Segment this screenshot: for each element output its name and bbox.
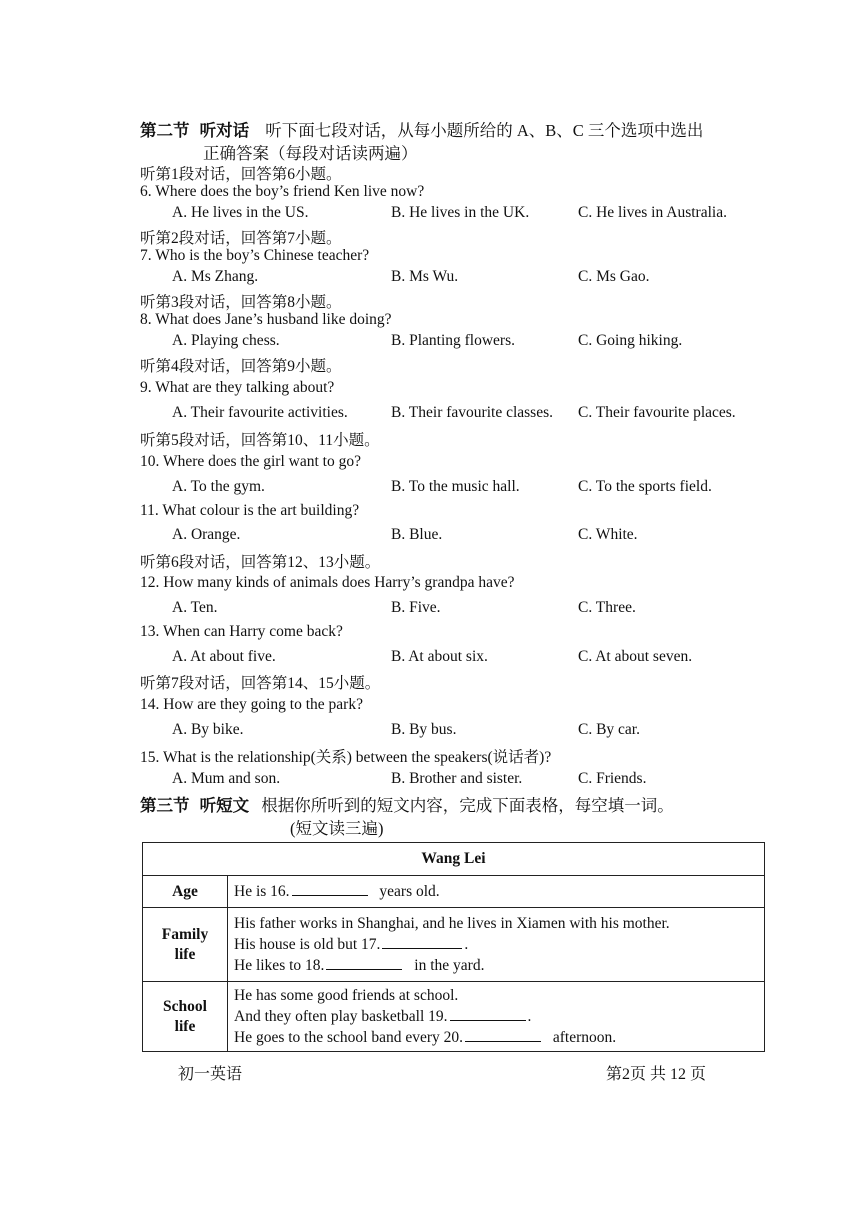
family-line-2-pre: His house is old but 17. bbox=[234, 936, 381, 953]
option-c: C. Ms Gao. bbox=[578, 268, 650, 285]
option-b: B. Ms Wu. bbox=[391, 268, 459, 285]
school-life-content bbox=[228, 982, 765, 1052]
option-b: B. To the music hall. bbox=[391, 478, 520, 495]
answer-blank-17[interactable] bbox=[382, 934, 462, 949]
family-line-1: His father works in Shanghai, and he lives in Xiamen with his mother. bbox=[234, 915, 670, 932]
option-b: B. He lives in the UK. bbox=[391, 204, 530, 221]
footer-subject: 初一英语 bbox=[178, 1066, 243, 1083]
option-a: A. Their favourite activities. bbox=[172, 404, 348, 421]
age-text-pre: He is 16. bbox=[234, 883, 290, 900]
option-b: B. Five. bbox=[391, 599, 441, 616]
answer-table bbox=[142, 842, 765, 1052]
footer-page-number: 第2页 共 12 页 bbox=[606, 1066, 707, 1083]
question-text: 9. What are they talking about? bbox=[140, 379, 335, 396]
answer-blank-20[interactable] bbox=[465, 1027, 541, 1042]
option-b: B. Planting flowers. bbox=[391, 332, 515, 349]
table-title: Wang Lei bbox=[143, 843, 765, 876]
option-b: B. At about six. bbox=[391, 648, 488, 665]
question-text: 6. Where does the boy’s friend Ken live now? bbox=[140, 183, 425, 200]
question-text: 7. Who is the boy’s Chinese teacher? bbox=[140, 247, 370, 264]
family-life-content bbox=[228, 908, 765, 982]
question-text: 8. What does Jane’s husband like doing? bbox=[140, 311, 392, 328]
section3-name: 听短文 bbox=[199, 796, 250, 815]
option-c: C. To the sports field. bbox=[578, 478, 712, 495]
school-label-line2: life bbox=[174, 1017, 196, 1035]
option-c: C. Friends. bbox=[578, 770, 647, 787]
section3-heading bbox=[140, 792, 674, 816]
question-text: 13. When can Harry come back? bbox=[140, 623, 343, 640]
question-text: 11. What colour is the art building? bbox=[140, 502, 360, 519]
option-a: A. Playing chess. bbox=[172, 332, 280, 349]
option-b: B. Brother and sister. bbox=[391, 770, 523, 787]
question-text: 14. How are they going to the park? bbox=[140, 696, 363, 713]
option-c: C. Their favourite places. bbox=[578, 404, 736, 421]
option-b: B. Blue. bbox=[391, 526, 443, 543]
option-b: B. By bus. bbox=[391, 721, 457, 738]
option-a: A. Mum and son. bbox=[172, 770, 281, 787]
option-a: A. At about five. bbox=[172, 648, 276, 665]
age-label: Age bbox=[143, 876, 228, 908]
option-a: A. He lives in the US. bbox=[172, 204, 309, 221]
dialog-header: 听第4段对话，回答第9小题。 bbox=[140, 358, 342, 375]
dialog-header: 听第3段对话，回答第8小题。 bbox=[140, 294, 342, 311]
answer-blank-16[interactable] bbox=[292, 881, 368, 896]
question-text: 15. What is the relationship(关系) between the speakers(说话者)? bbox=[140, 749, 552, 766]
school-life-label bbox=[143, 982, 228, 1052]
option-a: A. Orange. bbox=[172, 526, 241, 543]
section2-name: 听对话 bbox=[199, 121, 250, 140]
family-line-3-pre: He likes to 18. bbox=[234, 957, 325, 974]
section3-instruction-cont: (短文读三遍) bbox=[290, 819, 384, 838]
question-text: 12. How many kinds of animals does Harry’s grandpa have? bbox=[140, 574, 515, 591]
answer-blank-19[interactable] bbox=[450, 1006, 526, 1021]
family-life-label bbox=[143, 908, 228, 982]
answer-blank-18[interactable] bbox=[326, 955, 402, 970]
school-line-3-post: afternoon. bbox=[552, 1029, 617, 1046]
section2-heading bbox=[140, 117, 703, 141]
option-c: C. Going hiking. bbox=[578, 332, 683, 349]
dialog-header: 听第1段对话，回答第6小题。 bbox=[140, 166, 342, 183]
school-label-line1: School bbox=[163, 997, 207, 1015]
section3-number: 第三节 bbox=[140, 796, 190, 815]
option-a: A. To the gym. bbox=[172, 478, 265, 495]
section3-instruction: 根据你所听到的短文内容，完成下面表格，每空填一词。 bbox=[261, 796, 674, 815]
family-line-2-post: . bbox=[464, 936, 469, 953]
option-c: C. White. bbox=[578, 526, 638, 543]
school-line-2-pre: And they often play basketball 19. bbox=[234, 1008, 448, 1025]
family-line-3-post: in the yard. bbox=[414, 957, 485, 974]
option-a: A. Ten. bbox=[172, 599, 218, 616]
option-c: C. At about seven. bbox=[578, 648, 693, 665]
section2-instruction: 听下面七段对话，从每小题所给的 A、B、C 三个选项中选出 bbox=[265, 121, 704, 140]
family-label-line1: Family bbox=[161, 925, 209, 943]
dialog-header: 听第2段对话，回答第7小题。 bbox=[140, 230, 342, 247]
dialog-header: 听第6段对话，回答第12、13小题。 bbox=[140, 554, 381, 571]
dialog-header: 听第7段对话，回答第14、15小题。 bbox=[140, 675, 381, 692]
section2-instruction-cont: 正确答案（每段对话读两遍） bbox=[203, 144, 418, 163]
school-line-2-post: . bbox=[527, 1008, 532, 1025]
family-label-line2: life bbox=[174, 945, 196, 963]
option-c: C. He lives in Australia. bbox=[578, 204, 727, 221]
option-c: C. Three. bbox=[578, 599, 636, 616]
school-line-1: He has some good friends at school. bbox=[234, 987, 459, 1004]
option-c: C. By car. bbox=[578, 721, 640, 738]
age-row bbox=[228, 876, 765, 908]
option-b: B. Their favourite classes. bbox=[391, 404, 553, 421]
option-a: A. By bike. bbox=[172, 721, 244, 738]
question-text: 10. Where does the girl want to go? bbox=[140, 453, 361, 470]
dialog-header: 听第5段对话，回答第10、11小题。 bbox=[140, 432, 380, 449]
school-line-3-pre: He goes to the school band every 20. bbox=[234, 1029, 463, 1046]
age-text-post: years old. bbox=[379, 883, 440, 900]
option-a: A. Ms Zhang. bbox=[172, 268, 259, 285]
section2-number: 第二节 bbox=[140, 121, 190, 140]
